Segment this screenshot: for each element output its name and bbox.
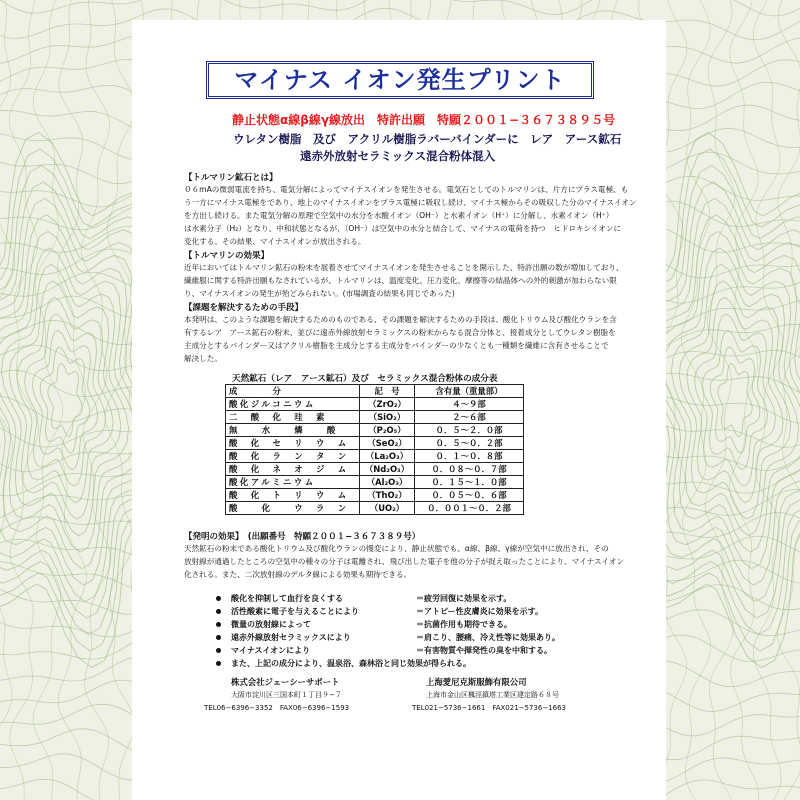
composition-table (225, 384, 524, 515)
company-left-address: 大阪市淀川区三国本町１丁目９−７ (231, 691, 342, 699)
company-right-address: 上海市金山区楓涇鎮塔工業区建定路６８号 (426, 691, 559, 699)
cell-amount: ０．１５〜１．０部 (415, 476, 524, 489)
table-row (226, 502, 524, 515)
company-left-contact: TEL06−6396−3352 FAX06−6396−1593 (204, 704, 350, 712)
section-line: り、マイナスイオンの発生が殆どみられない。(市場調査の結果も同じであった) (184, 289, 455, 298)
section-line: 本発明は、このような課題を解決するためのものである、その課題を解決するための手段は、酸化トリウム及び酸化ウランを含 (184, 315, 617, 324)
cell-name: 酸 化 ウ ラ ン (226, 502, 360, 515)
bullet-icon (216, 635, 221, 640)
cell-symbol: （SeO₂） (360, 437, 415, 450)
header-symbol: 記 号 (360, 385, 415, 398)
bullet-icon (216, 648, 221, 653)
table-row (226, 398, 524, 411)
cell-amount: ２〜６部 (415, 411, 524, 424)
company-right-name: 上海愛尼克斯服飾有限公司 (426, 677, 527, 687)
pattern-line (9, 281, 121, 519)
pattern-line (0, 0, 800, 16)
cell-name: 酸 化 ラ ン タ ン (226, 450, 360, 463)
section-line: 放射線が通過したところの空気中の種々の分子は電離され、飛び出した電子を他の分子が捉え取ったことにより、マイナスイオン (184, 557, 625, 566)
cell-name: 酸 化 セ リ ウ ム (226, 437, 360, 450)
section-heading-solution: 【課題を解決するための手段】 (184, 303, 304, 313)
section-heading-effects: 【トルマリンの効果】 (184, 251, 270, 261)
cell-amount: ０．０５〜０．６部 (415, 489, 524, 502)
section-line: 天然鉱石の粉末である酸化トリウム及び酸化ウランの慢変により、静止状態でも、α線、β線、γ線が空気中に放出され、その (184, 544, 609, 553)
bullet-icon (216, 596, 221, 601)
cell-symbol: （ThO₂） (360, 489, 415, 502)
company-left-name: 株式会社ジェーシーサポート (231, 677, 340, 687)
list-item: 遠赤外線放射セラミックスにより (216, 632, 351, 643)
cell-symbol: （Al₂O₃） (360, 476, 415, 489)
patent-line: 静止状態α線β線γ線放出 特許出願 特願２００１−３６７３８９５号 (232, 113, 616, 127)
list-item-effect: ＝抗菌作用も期待できる。 (416, 620, 512, 629)
cell-name: 無 水 燐 酸 (226, 424, 360, 437)
pattern-line (48, 363, 82, 436)
cell-amount: ０．５〜０．２部 (415, 437, 524, 450)
cell-name: 酸 化 ネ オ ジ ム (226, 463, 360, 476)
table-row (226, 450, 524, 463)
cell-symbol: （P₂O₅） (360, 424, 415, 437)
section-heading-invention-effect: 【発明の効果】 (出願番号 特願２００１−３６７３８９号） (184, 532, 421, 542)
cell-amount: ０．１〜０．８部 (415, 450, 524, 463)
pattern-line (702, 330, 767, 469)
section-line: 主成分とするバインダー又はアクリル樹脂を主成分とする主成分をバインダーの少なくとも一種類を繊維に含有させることで (184, 341, 609, 350)
material-line: ウレタン樹脂 及び アクリル樹脂ラバーバインダーに レア アース鉱石 (233, 132, 622, 146)
cell-symbol: （SiO₂） (360, 411, 415, 424)
cell-amount: ０．００１〜０．２部 (415, 502, 524, 515)
cell-amount: ０．５〜２．０部 (415, 424, 524, 437)
table-row (226, 437, 524, 450)
bullet-icon (216, 622, 221, 627)
cell-name: 酸化アルミニウム (226, 476, 360, 489)
pattern-line (33, 0, 63, 800)
cell-name: 酸 化 ト リ ウ ム (226, 489, 360, 502)
pattern-line (718, 363, 752, 436)
list-item-effect: ＝肩こり、腰痛、冷え性等に効果あり。 (416, 633, 560, 642)
bullet-icon (216, 661, 221, 666)
pattern-line (32, 330, 97, 469)
pattern-line (687, 297, 783, 502)
cell-name: 二 酸 化 珪 素 (226, 411, 360, 424)
table-row (226, 463, 524, 476)
page-title: マイナス イオン発生プリント (234, 66, 566, 94)
section-line: は水素分子（H₂）となり、中和状態となるが、（OH⁻）は空気中の水分と結合して、マイナスの電荷を持つ ヒドロキシイオンに (184, 224, 622, 233)
table-row (226, 476, 524, 489)
list-item: 活性酸素に電子を与えることにより (216, 606, 359, 617)
section-line: 有するレア アース鉱石の粉末、並びに遠赤外線放射セラミックスの粉末からなる混合分体と、接着成分としてウレタン樹脂を (184, 328, 616, 337)
list-item-effect: ＝疲労回復に効果を示す。 (416, 594, 512, 603)
list-item: また、上記の成分により、温泉浴、森林浴と同じ効果が得られる。 (216, 658, 471, 669)
table-row (226, 489, 524, 502)
cell-amount: ０．０８〜０．７部 (415, 463, 524, 476)
section-heading-tourmaline: 【トルマリン鉱石とは】 (184, 173, 278, 183)
pattern-line (664, 248, 800, 552)
pattern-line (81, 0, 111, 800)
header-amount: 含有量（重量部） (415, 385, 524, 398)
table-header-row (226, 385, 524, 398)
bullet-icon (216, 609, 221, 614)
cell-symbol: （UO₂） (360, 502, 415, 515)
section-line: 近年においてはトルマリン鉱石の粉末を展着させてマイナスイオンを発生させることを開示した、特許出願の数が増加しており、 (184, 263, 624, 272)
table-caption: 天然鉱石（レア アース鉱石）及び セラミックス混合粉体の成分表 (232, 374, 498, 384)
cell-symbol: （ZrO₂） (360, 398, 415, 411)
section-line: 繊維服に関する特許出願もなされているが、トルマリンは、温度変化、圧力変化、摩擦等の結晶体への外的刺激が加わらない限 (184, 276, 617, 285)
cell-name: 酸化ジルコニウム (226, 398, 360, 411)
section-line: ０６mAの微弱電流を持ち、電気分解によってマイナスイオンを発生させる。電気石としてのトルマリンは、片方にプラス電極、も (184, 185, 629, 194)
list-item: 酸化を抑制して血行を良くする (216, 593, 343, 604)
section-line: 化される。また、二次放射線のデルタ線による効果も期待できる。 (184, 570, 412, 579)
section-line: 変化する。その結果、マイナスイオンが放出される。 (184, 237, 366, 246)
ceramic-line: 遠赤外放射セラミックス混合粉体混入 (300, 149, 496, 163)
pattern-line (729, 0, 758, 800)
cell-amount: ４〜９部 (415, 398, 524, 411)
pattern-line (0, 248, 136, 552)
list-item: マイナスイオンにより (216, 645, 310, 656)
header-component: 成 分 (226, 385, 360, 398)
cell-symbol: （La₂O₃） (360, 450, 415, 463)
section-line: う一方にマイナス電極をであり、地上のマイナスイオンをプラス電極に吸収し続け、マイナス極からその吸収した分のマイナスイオン (184, 198, 637, 207)
list-item-effect: ＝アトピー性皮膚炎に効果を示す。 (416, 607, 544, 616)
section-line: を方出し続ける。また電気分解の原理で空気中の水分を水酸イオン（OH⁻）と水素イオン（H⁺）に分解し、水素イオン（H⁺） (184, 211, 614, 220)
list-item-effect: ＝有害物質や揮発性の臭を中和する。 (416, 646, 552, 655)
company-right-contact: TEL021−5736−1661 FAX021−5736−1663 (412, 704, 567, 712)
section-line: 解決した。 (184, 354, 222, 363)
table-row (226, 424, 524, 437)
list-item: 微量の放射線によって (216, 619, 311, 630)
table-row (226, 411, 524, 424)
cell-symbol: （Nd₂O₃） (360, 463, 415, 476)
